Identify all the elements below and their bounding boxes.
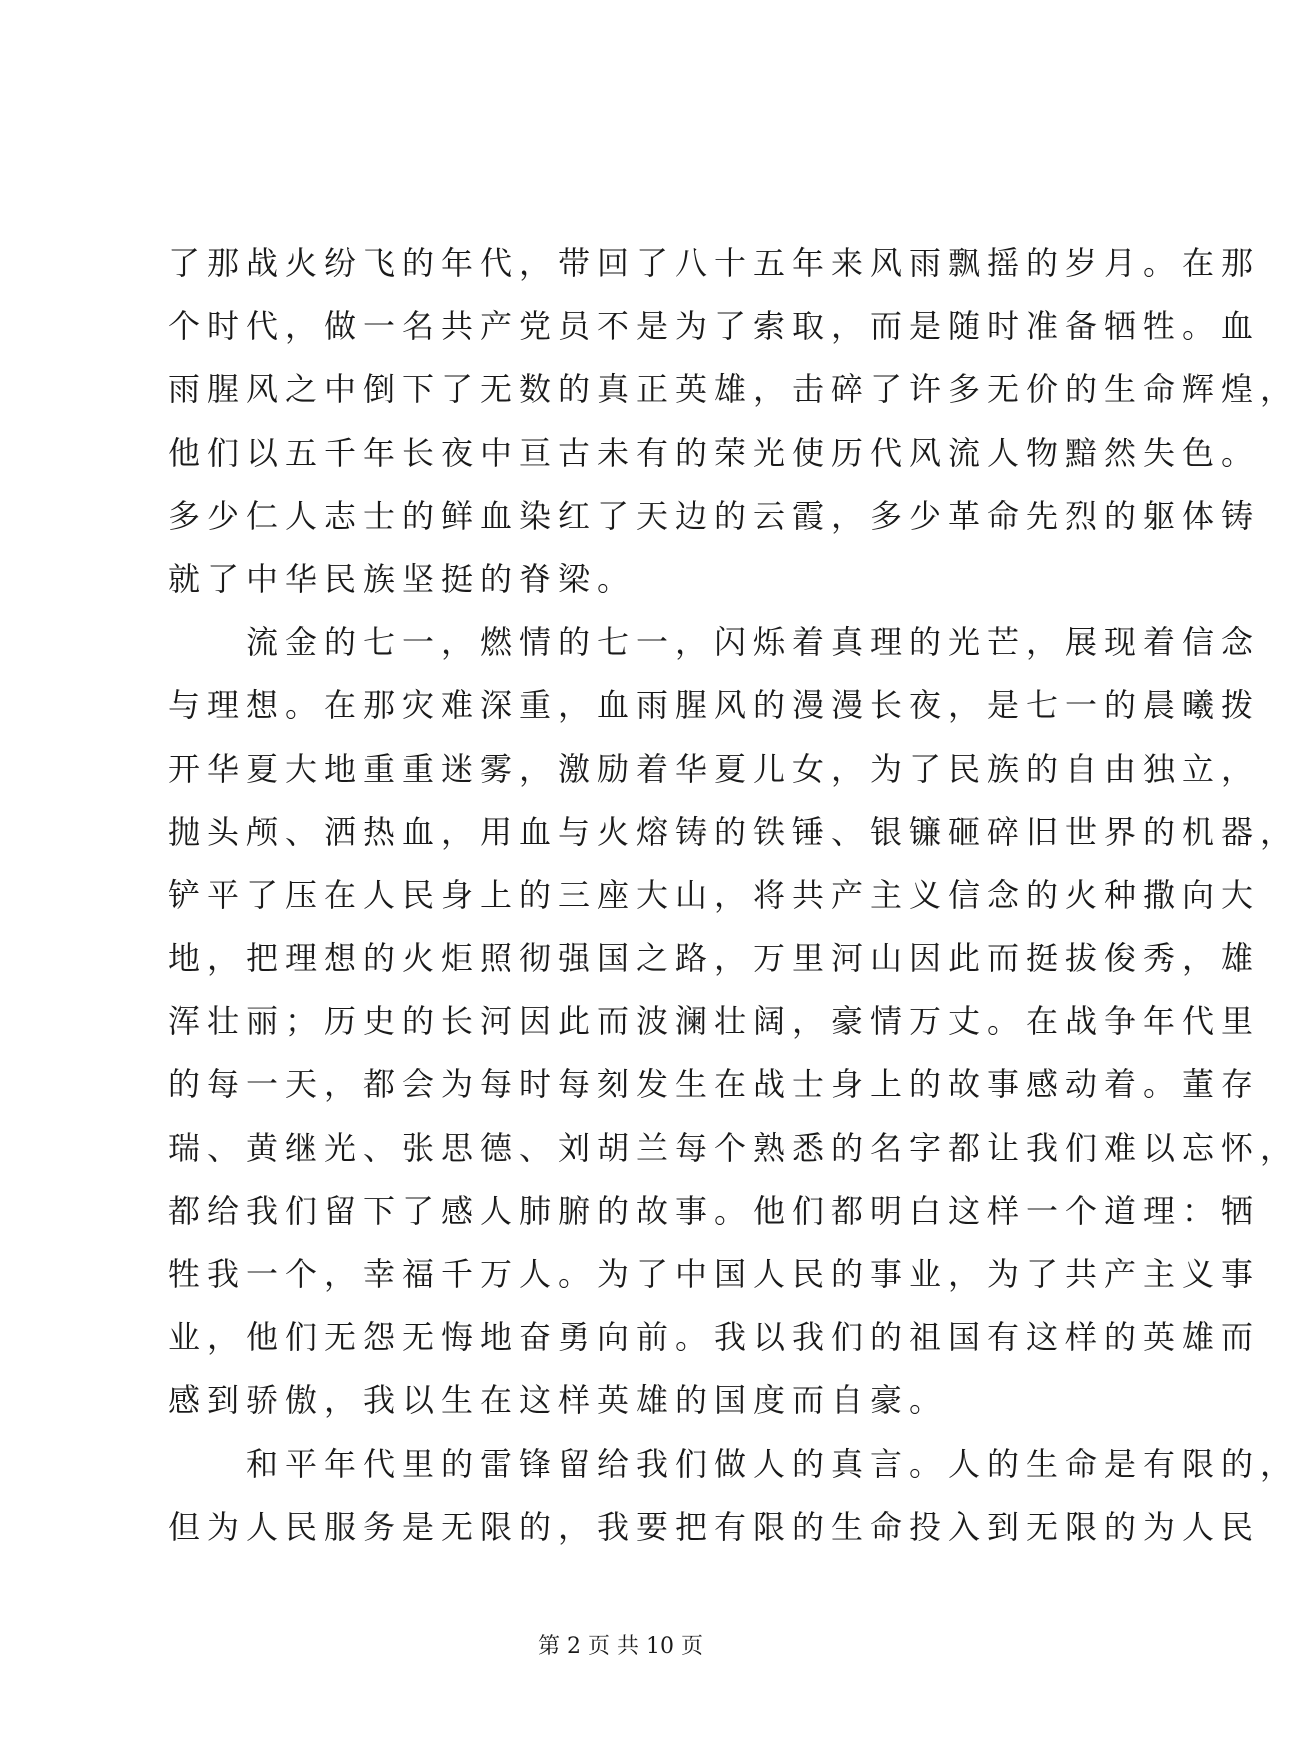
text-line: 浑壮丽；历史的长河因此而波澜壮阔，豪情万丈。在战争年代里 <box>168 1002 1261 1041</box>
text-line: 牲我一个，幸福千万人。为了中国人民的事业，为了共产主义事 <box>168 1255 1261 1293</box>
text-line: 业，他们无怨无悔地奋勇向前。我以我们的祖国有这样的英雄而 <box>168 1318 1261 1357</box>
text-line: 和平年代里的雷锋留给我们做人的真言。人的生命是有限的， <box>168 1444 1299 1483</box>
text-line: 抛头颅、洒热血，用血与火熔铸的铁锤、银镰砸碎旧世界的机器， <box>168 812 1299 851</box>
text-line: 他们以五千年长夜中亘古未有的荣光使历代风流人物黯然失色。 <box>168 433 1261 472</box>
text-line: 多少仁人志士的鲜血染红了天边的云霞，多少革命先烈的躯体铸 <box>168 496 1261 535</box>
text-line: 流金的七一，燃情的七一，闪烁着真理的光芒，展现着信念 <box>168 623 1261 662</box>
text-line: 就了中华民族坚挺的脊梁。 <box>168 559 637 598</box>
text-line: 了那战火纷飞的年代，带回了八十五年来风雨飘摇的岁月。在那 <box>168 244 1261 282</box>
text-line: 雨腥风之中倒下了无数的真正英雄，击碎了许多无价的生命辉煌， <box>168 370 1299 409</box>
text-line: 但为人民服务是无限的，我要把有限的生命投入到无限的为人民 <box>168 1507 1261 1546</box>
text-line: 感到骄傲，我以生在这样英雄的国度而自豪。 <box>168 1381 949 1420</box>
text-line: 瑞、黄继光、张思德、刘胡兰每个熟悉的名字都让我们难以忘怀， <box>168 1128 1299 1167</box>
text-line: 地，把理想的火炬照彻强国之路，万里河山因此而挺拔俊秀，雄 <box>168 939 1261 978</box>
text-line: 个时代，做一名共产党员不是为了索取，而是随时准备牺牲。血 <box>168 307 1261 346</box>
text-line: 都给我们留下了感人肺腑的故事。他们都明白这样一个道理：牺 <box>168 1191 1261 1230</box>
text-line: 铲平了压在人民身上的三座大山，将共产主义信念的火种撒向大 <box>168 875 1261 914</box>
text-line: 开华夏大地重重迷雾，激励着华夏儿女，为了民族的自由独立， <box>168 749 1261 788</box>
text-line: 与理想。在那灾难深重，血雨腥风的漫漫长夜，是七一的晨曦拨 <box>168 686 1261 725</box>
text-line: 的每一天，都会为每时每刻发生在战士身上的故事感动着。董存 <box>168 1065 1261 1104</box>
body-text <box>168 232 1299 1559</box>
page-number-footer: 第 2 页 共 10 页 <box>538 1634 703 1659</box>
